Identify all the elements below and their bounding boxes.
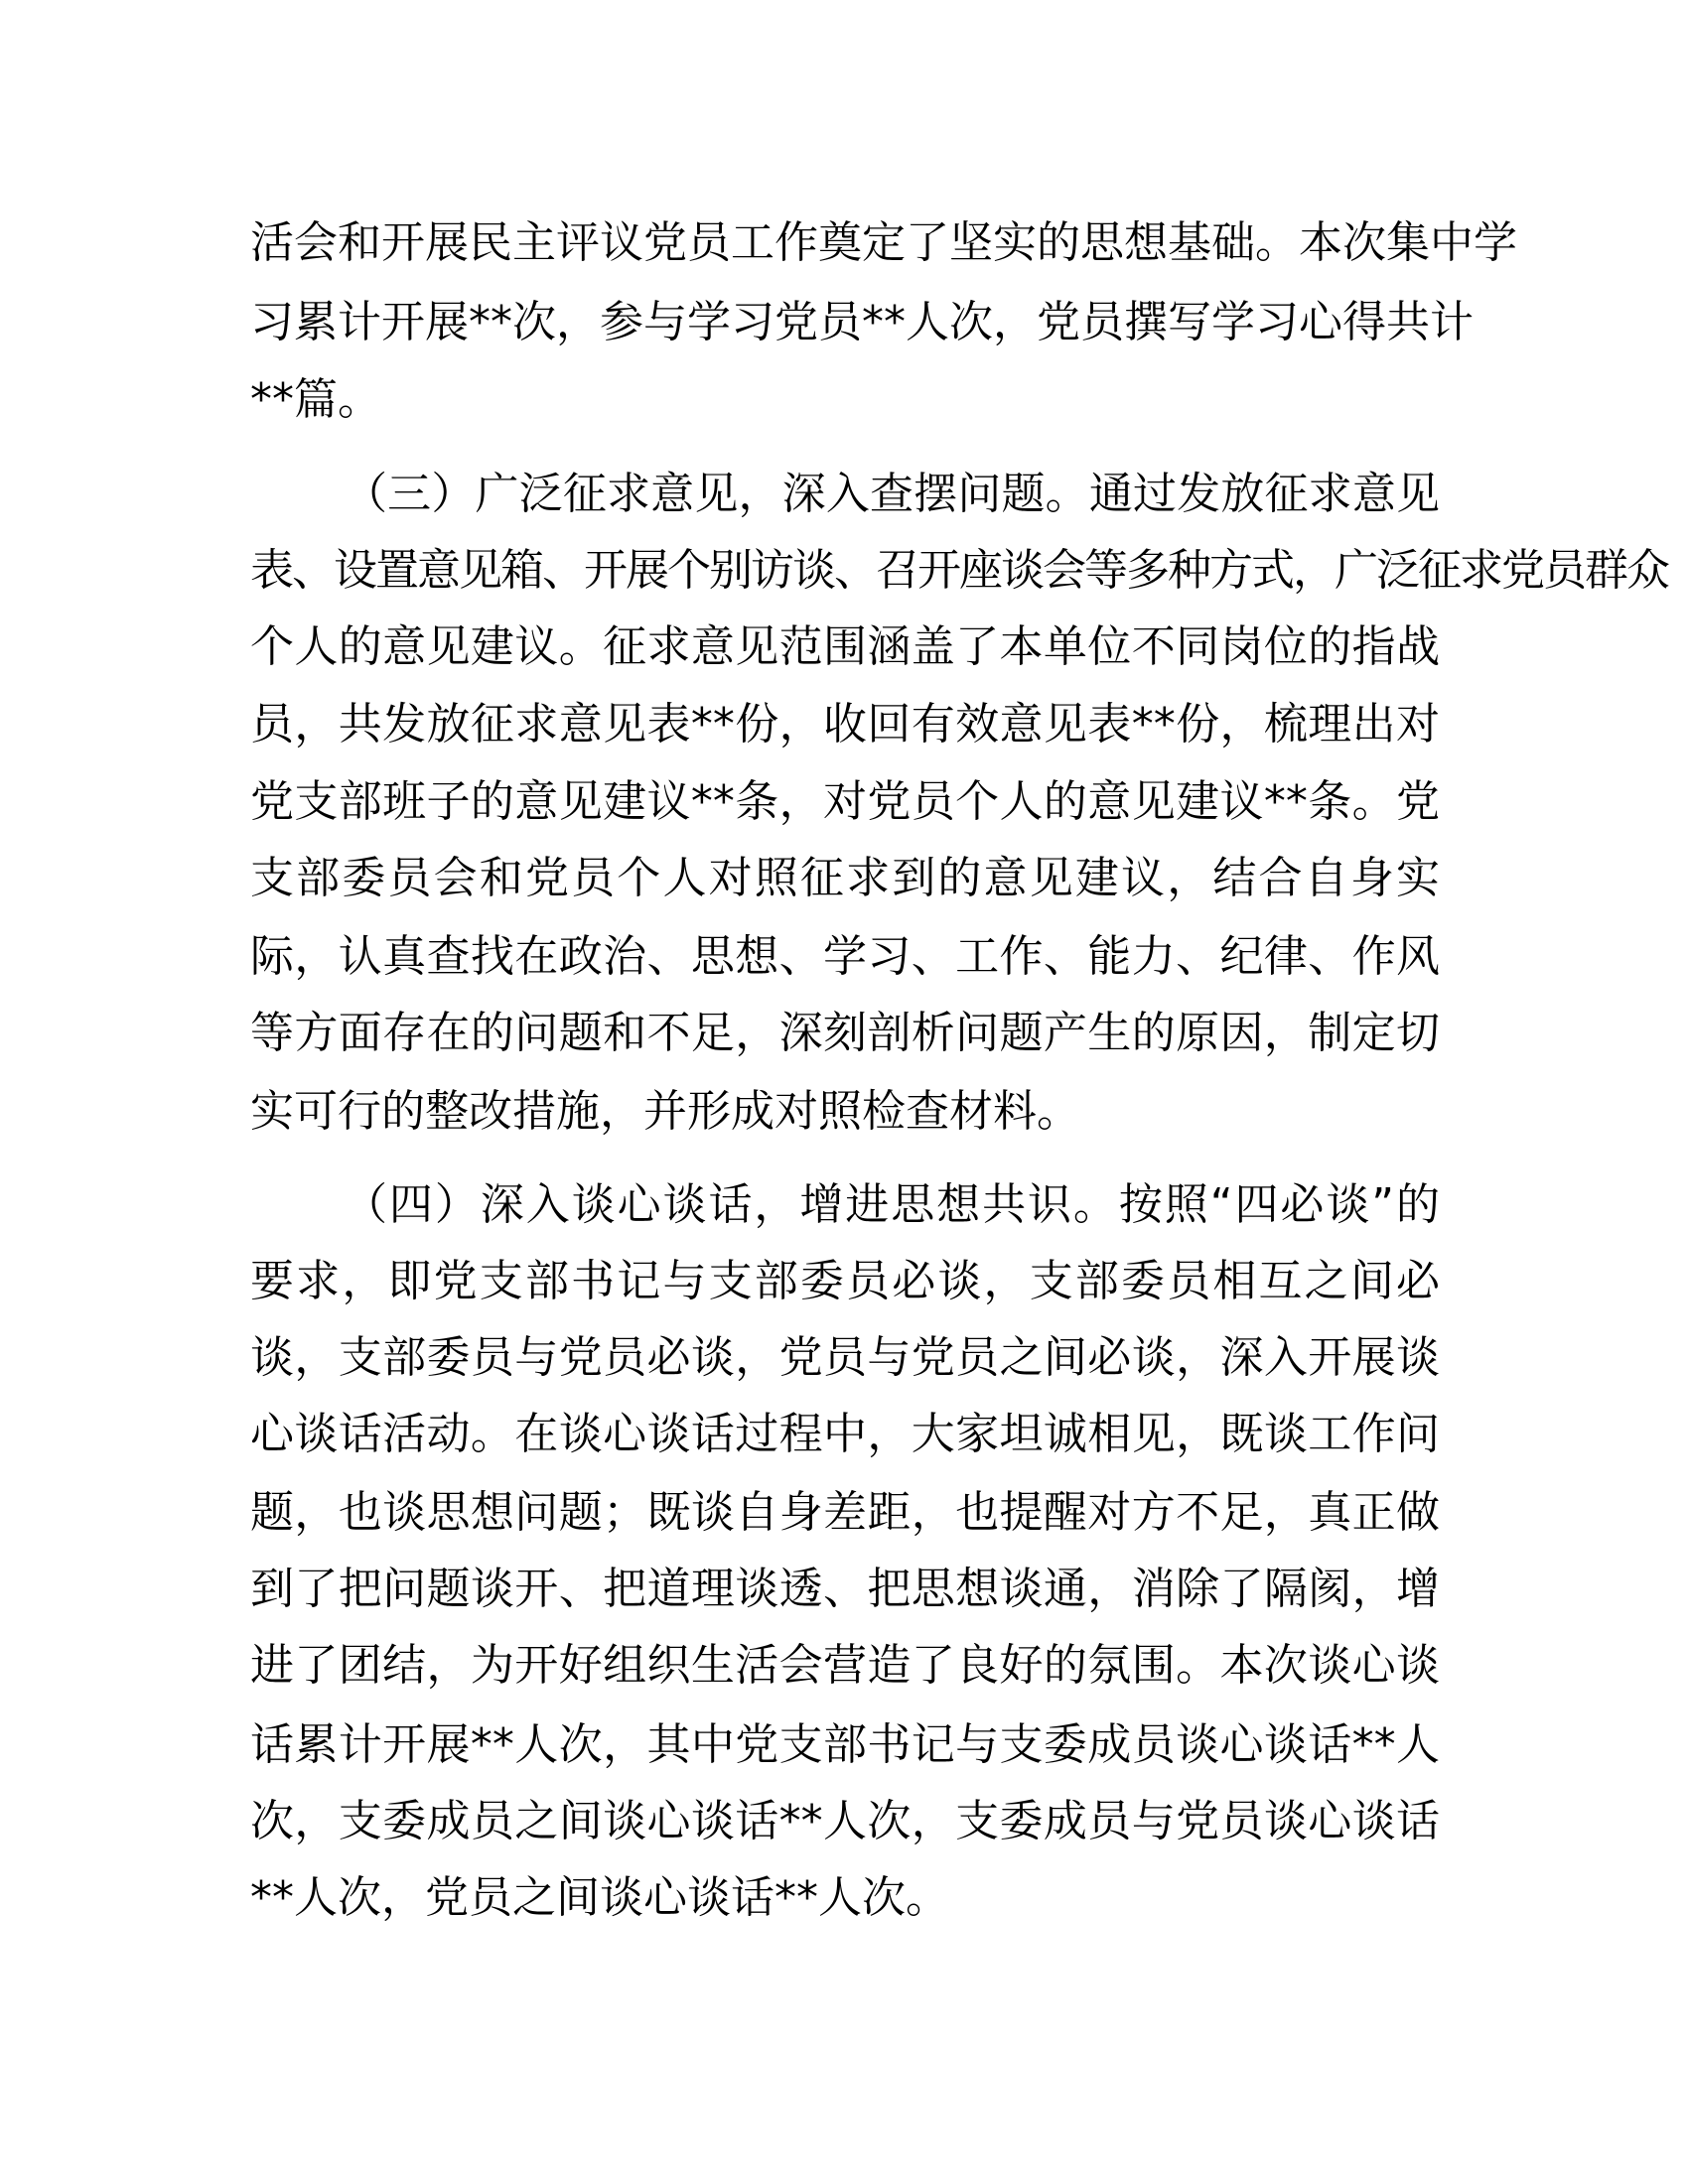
text-line: 话累计开展**人次，其中党支部书记与支委成员谈心谈话**人 (250, 1719, 1440, 1770)
text-line: 活会和开展民主评议党员工作奠定了坚实的思想基础。本次集中学 (250, 217, 1517, 268)
section-heading-line: （四）深入谈心谈话，增进思想共识。按照“四必谈”的 (344, 1179, 1440, 1230)
text-line: 际，认真查找在政治、思想、学习、工作、能力、纪律、作风 (250, 931, 1440, 982)
text-line: 等方面存在的问题和不足，深刻剖析问题产生的原因，制定切 (250, 1008, 1440, 1058)
text-line: 党支部班子的意见建议**条，对党员个人的意见建议**条。党 (250, 776, 1440, 827)
text-line: 心谈话活动。在谈心谈话过程中，大家坦诚相见，既谈工作问 (250, 1409, 1440, 1459)
text-line: 支部委员会和党员个人对照征求到的意见建议，结合自身实 (250, 853, 1440, 903)
text-line: 谈，支部委员与党员必谈，党员与党员之间必谈，深入开展谈 (250, 1332, 1440, 1383)
text-line: 实可行的整改措施，并形成对照检查材料。 (250, 1086, 1080, 1137)
text-line: 到了把问题谈开、把道理谈透、把思想谈通，消除了隔阂，增 (250, 1564, 1440, 1614)
text-line: 进了团结，为开好组织生活会营造了良好的氛围。本次谈心谈 (250, 1640, 1440, 1691)
text-line: **篇。 (250, 374, 381, 425)
text-line: 员，共发放征求意见表**份，收回有效意见表**份，梳理出对 (250, 699, 1440, 750)
text-line: **人次，党员之间谈心谈话**人次。 (250, 1872, 949, 1923)
text-line: 表、设置意见箱、开展个别访谈、召开座谈会等多种方式，广泛征求党员群众 (250, 545, 1668, 596)
section-heading-line: （三）广泛征求意见，深入查摆问题。通过发放征求意见 (344, 469, 1440, 519)
text-line: 题，也谈思想问题；既谈自身差距，也提醒对方不足，真正做 (250, 1487, 1440, 1538)
text-line: 习累计开展**次，参与学习党员**人次，党员撰写学习心得共计 (250, 297, 1474, 347)
text-line: 个人的意见建议。征求意见范围涵盖了本单位不同岗位的指战 (250, 621, 1440, 672)
text-line: 次，支委成员之间谈心谈话**人次，支委成员与党员谈心谈话 (250, 1796, 1440, 1846)
text-line: 要求，即党支部书记与支部委员必谈，支部委员相互之间必 (250, 1256, 1440, 1306)
